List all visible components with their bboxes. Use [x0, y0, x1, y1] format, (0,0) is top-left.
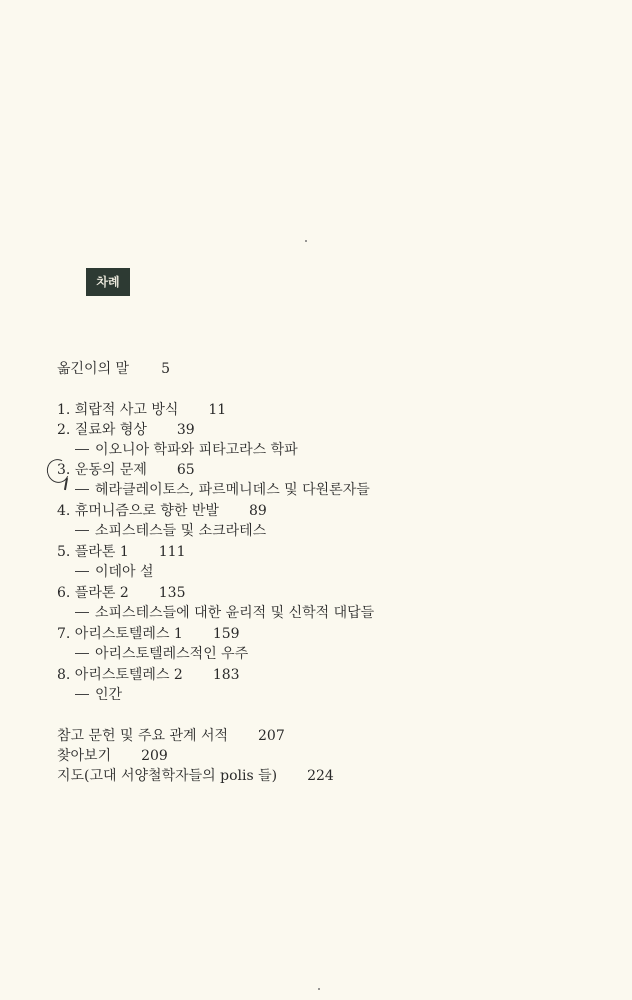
toc-entry-title: 1. 희랍적 사고 방식	[57, 402, 179, 418]
toc-entry-title: 8. 아리스토텔레스 2	[57, 667, 183, 683]
toc-entry-page: 135	[158, 585, 186, 601]
toc-entry-page: 5	[161, 361, 170, 377]
toc-subentry-title: 이오니아 학파와 피타고라스 학파	[95, 442, 298, 458]
toc-entry-title: 2. 질료와 형상	[57, 422, 147, 438]
toc-entry-index	[57, 747, 168, 765]
dash-mark	[75, 612, 89, 613]
paper-speck	[305, 240, 307, 242]
toc-entry-map	[57, 767, 334, 785]
toc-subentry-chapter-5	[75, 563, 154, 581]
toc-entry-page: 11	[208, 402, 227, 418]
toc-subentry-chapter-4	[75, 522, 266, 540]
toc-subentry-title: 소피스테스들 및 소크라테스	[95, 523, 267, 539]
toc-entry-title: 3. 운동의 문제	[57, 462, 147, 478]
toc-subentry-chapter-8	[75, 686, 122, 704]
toc-entry-translator-note	[57, 360, 170, 378]
toc-entry-page: 159	[212, 626, 240, 642]
toc-entry-chapter-5	[57, 543, 185, 561]
dash-mark	[75, 653, 89, 654]
toc-entry-chapter-8	[57, 666, 240, 684]
toc-entry-page: 89	[248, 503, 267, 519]
toc-subentry-title: 이데아 설	[95, 564, 154, 580]
toc-entry-title: 참고 문헌 및 주요 관계 서적	[57, 728, 229, 744]
dash-mark	[75, 489, 89, 490]
toc-entry-chapter-4	[57, 502, 267, 520]
toc-entry-title: 찾아보기	[57, 748, 112, 764]
toc-subentry-title: 소피스테스들에 대한 윤리적 및 신학적 대답들	[95, 605, 375, 621]
toc-entry-title: 5. 플라톤 1	[57, 544, 129, 560]
toc-entry-chapter-1	[57, 401, 226, 419]
toc-entry-page: 65	[176, 462, 195, 478]
toc-heading: 차례	[86, 268, 130, 296]
toc-subentry-chapter-2	[75, 441, 298, 459]
toc-entry-chapter-7	[57, 625, 240, 643]
toc-entry-title: 지도(고대 서양철학자들의 polis 들)	[57, 768, 278, 784]
paper-speck	[318, 988, 320, 990]
dash-mark	[75, 530, 89, 531]
dash-mark	[75, 571, 89, 572]
toc-entry-page: 183	[212, 667, 240, 683]
toc-entry-page: 111	[158, 544, 186, 560]
dash-mark	[75, 694, 89, 695]
toc-entry-page: 209	[141, 748, 168, 764]
toc-subentry-title: 아리스토텔레스적인 우주	[95, 646, 249, 662]
toc-entry-chapter-2	[57, 421, 195, 439]
toc-entry-title: 7. 아리스토텔레스 1	[57, 626, 183, 642]
toc-entry-page: 39	[176, 422, 195, 438]
toc-subentry-chapter-6	[75, 604, 374, 622]
toc-entry-references	[57, 727, 285, 745]
toc-subentry-title: 인간	[95, 687, 123, 703]
toc-entry-title: 6. 플라톤 2	[57, 585, 129, 601]
toc-entry-page: 207	[258, 728, 285, 744]
toc-subentry-chapter-3	[75, 481, 370, 499]
toc-entry-title: 4. 휴머니즘으로 향한 반발	[57, 503, 219, 519]
toc-subentry-chapter-7	[75, 645, 248, 663]
dash-mark	[75, 449, 89, 450]
toc-entry-chapter-3	[57, 461, 195, 479]
toc-entry-title: 옮긴이의 말	[57, 361, 130, 377]
toc-subentry-title: 헤라클레이토스, 파르메니데스 및 다원론자들	[95, 482, 370, 498]
toc-entry-page: 224	[307, 768, 334, 784]
toc-entry-chapter-6	[57, 584, 185, 602]
